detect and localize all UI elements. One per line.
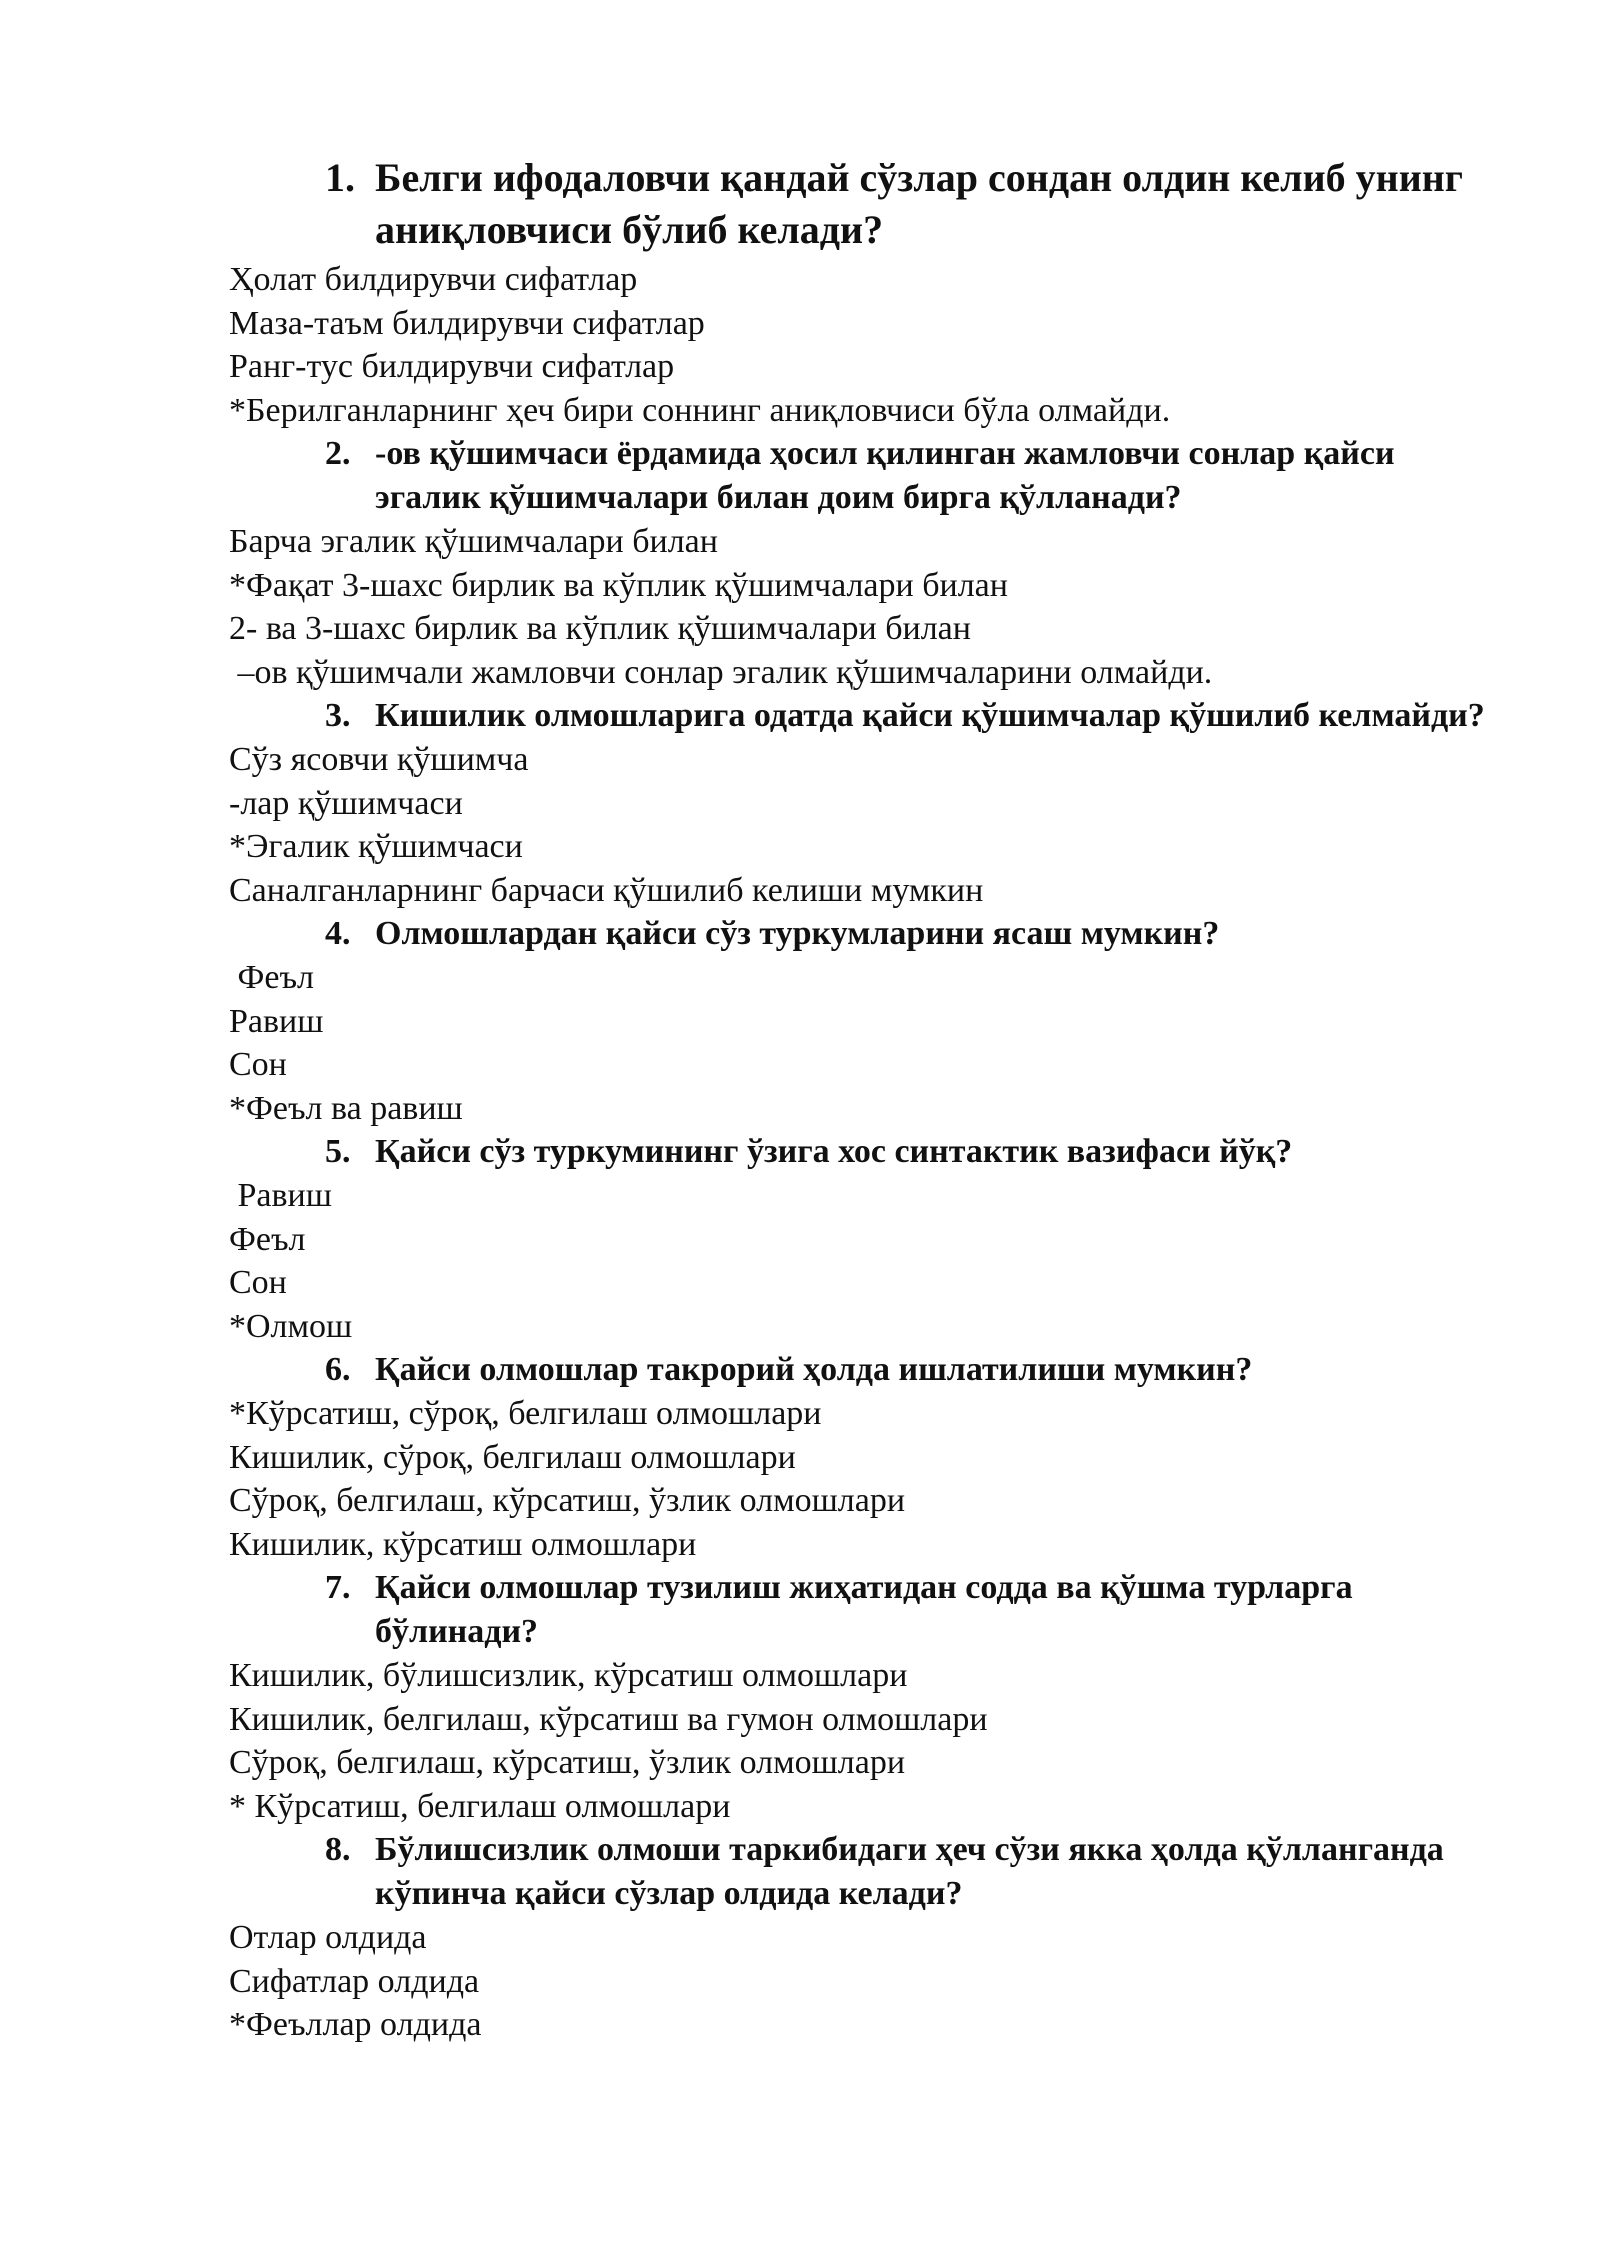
question-text: [325, 1828, 1499, 1916]
answer-option: 2- ва 3-шахс бирлик ва кўплик қўшимчалари билан: [229, 610, 971, 647]
answer-option: Сўроқ, белгилаш, кўрсатиш, ўзлик олмошлари: [229, 1744, 906, 1781]
answer-option: Кишилик, сўроқ, белгилаш олмошлари: [229, 1438, 796, 1476]
answer-option: Саналганларнинг барчаси қўшилиб келиши мумкин: [229, 871, 984, 909]
question-item-2: [229, 432, 1499, 694]
question-list: [229, 152, 1499, 2047]
answer-option: Сифатлар олдида: [229, 1962, 480, 2000]
question-item-4: [229, 912, 1499, 1130]
answer-option-correct: * Кўрсатиш, белгилаш олмошлари: [229, 1787, 731, 1825]
question-number: 1.: [325, 155, 355, 200]
question-number: 7.: [325, 1569, 351, 1606]
question-label: Олмошлардан қайси сўз туркумларини ясаш мумкин?: [375, 915, 1220, 952]
answer-option: –ов қўшимчали жамловчи сонлар эгалик қўшимчаларини олмайди.: [229, 653, 1213, 691]
question-number: 8.: [325, 1831, 351, 1868]
question-number: 2.: [325, 435, 351, 472]
answer-option-correct: *Олмош: [229, 1307, 353, 1345]
answer-option: Сўроқ, белгилаш, кўрсатиш, ўзлик олмошлари: [229, 1482, 906, 1519]
answer-option: Кишилик, белгилаш, кўрсатиш ва гумон олмошлари: [229, 1700, 988, 1738]
answer-option: Сон: [229, 1046, 287, 1083]
question-text: [325, 912, 1499, 956]
question-label: Қайси сўз туркумининг ўзига хос синтактик вазифаси йўқ?: [375, 1133, 1293, 1170]
answer-option: Маза-таъм билдирувчи сифатлар: [229, 304, 705, 342]
answer-option-correct: *Фақат 3-шахс бирлик ва кўплик қўшимчалари билан: [229, 566, 1008, 604]
question-label: Белги ифодаловчи қандай сўзлар сондан олдин келиб унинг аниқловчиси бўлиб келади?: [375, 155, 1463, 252]
answer-option: Сўз ясовчи қўшимча: [229, 741, 529, 778]
answer-option-correct: *Феъл ва равиш: [229, 1089, 463, 1127]
question-number: 4.: [325, 915, 351, 952]
answer-option: Сон: [229, 1264, 287, 1301]
question-number: 3.: [325, 697, 351, 734]
answer-option: Феъл: [229, 1220, 306, 1258]
question-label: Қайси олмошлар тузилиш жиҳатидан содда ва қўшма турларга бўлинади?: [375, 1569, 1353, 1650]
question-text: [325, 432, 1499, 520]
question-number: 6.: [325, 1351, 351, 1388]
answer-option: Ҳолат билдирувчи сифатлар: [229, 261, 638, 298]
question-item-7: [229, 1566, 1499, 1828]
answer-option-correct: *Кўрсатиш, сўроқ, белгилаш олмошлари: [229, 1395, 822, 1432]
answer-option: -лар қўшимчаси: [229, 784, 463, 822]
answer-option-correct: *Берилганларнинг ҳеч бири соннинг аниқловчиси бўла олмайди.: [229, 391, 1171, 429]
question-text: [325, 694, 1499, 738]
question-item-8: [229, 1828, 1499, 2047]
answer-option: Отлар олдида: [229, 1919, 427, 1956]
question-item-5: [229, 1130, 1499, 1348]
question-number: 5.: [325, 1133, 351, 1170]
question-label: Бўлишсизлик олмоши таркибидаги ҳеч сўзи якка ҳолда қўлланганда кўпинча қайси сўзлар олдида келади?: [375, 1831, 1444, 1912]
answer-option: Равиш: [229, 1002, 324, 1040]
question-item-3: [229, 694, 1499, 912]
question-text: [325, 1566, 1499, 1654]
question-text: [325, 152, 1499, 256]
question-label: -ов қўшимчаси ёрдамида ҳосил қилинган жамловчи сонлар қайси эгалик қўшимчалари билан доим бирга қўлланади?: [375, 435, 1395, 516]
answer-option: Ранг-тус билдирувчи сифатлар: [229, 348, 675, 385]
answer-option-correct: *Феъллар олдида: [229, 2006, 482, 2043]
question-item-1: [229, 152, 1499, 432]
question-label: Қайси олмошлар такрорий ҳолда ишлатилиши мумкин?: [375, 1351, 1253, 1388]
answer-option: Кишилик, бўлишсизлик, кўрсатиш олмошлари: [229, 1657, 908, 1694]
question-item-6: [229, 1348, 1499, 1566]
question-text: [325, 1130, 1499, 1174]
question-text: [325, 1348, 1499, 1392]
answer-option: Феъл: [229, 959, 314, 996]
answer-option-correct: *Эгалик қўшимчаси: [229, 828, 523, 865]
answer-option: Барча эгалик қўшимчалари билан: [229, 523, 718, 560]
answer-option: Равиш: [229, 1177, 332, 1214]
answer-option: Кишилик, кўрсатиш олмошлари: [229, 1525, 697, 1563]
question-label: Кишилик олмошларига одатда қайси қўшимчалар қўшилиб келмайди?: [375, 697, 1485, 734]
